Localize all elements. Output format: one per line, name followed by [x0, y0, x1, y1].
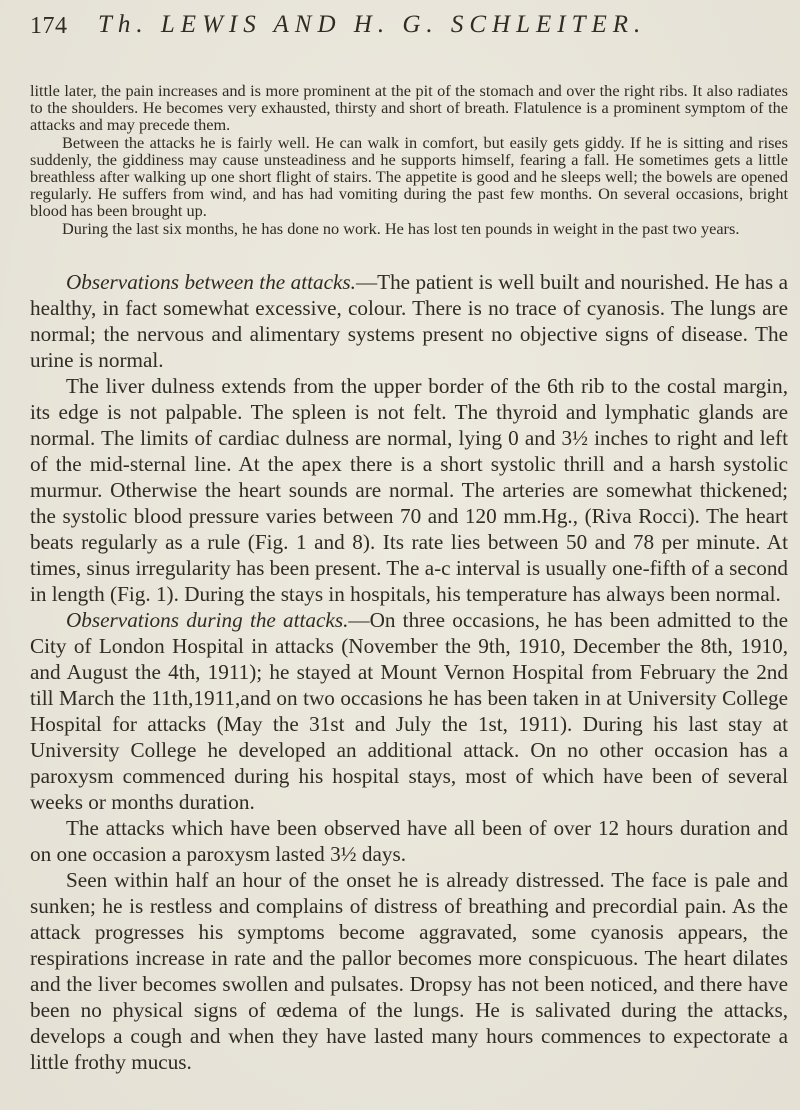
- running-head: Th. LEWIS AND H. G. SCHLEITER.: [98, 11, 647, 38]
- page-header: [30, 10, 790, 46]
- section-heading: Observations during the attacks.: [66, 608, 349, 632]
- page-number: 174: [30, 13, 68, 39]
- paragraph: During the last six months, he has done no work. He has lost ten pounds in weight in the past two years.: [62, 218, 740, 238]
- section-during-attacks: [30, 607, 788, 1075]
- intro-text: [30, 82, 788, 237]
- section-paragraph: [30, 269, 788, 373]
- paragraph-text: —The patient is well built and nourished. He has a healthy, in fact somewhat excessive, colour. There is no trace of cyanosis. The lungs are normal; the nervous and alimentary systems present no objective signs of disease. The urine is normal.: [30, 270, 789, 372]
- paragraph: little later, the pain increases and is more prominent at the pit of the stomach and over the right ribs. It also radiates to the shoulders. He becomes very exhausted, thirsty and short of breath. Flatulence is a prominent symptom of the attacks and may precede them.: [30, 81, 788, 135]
- section-between-attacks: [30, 269, 788, 607]
- paragraph: Between the attacks he is fairly well. He can walk in comfort, but easily gets giddy. If he is sitting and rises suddenly, the giddiness may cause unsteadiness and he supports himself, fearing a fall. He sometimes gets a little breathless after walking up one short flight of stairs. The appetite is good and he sleeps well; the bowels are opened regularly. He suffers from wind, and has had vomiting during the past few months. On several occasions, bright blood has been brought up.: [30, 132, 788, 221]
- section-paragraph: [30, 607, 788, 815]
- paragraph: The liver dulness extends from the upper border of the 6th rib to the costal margin, its edge is not palpable. The spleen is not felt. The thyroid and lymphatic glands are normal. The limits of cardiac dulness are normal, lying 0 and 3½ inches to right and left of the mid-sternal line. At the apex there is a short systolic thrill and a harsh systolic murmur. Otherwise the heart sounds are normal. The arteries are somewhat thickened; the systolic blood pressure varies between 70 and 120 mm.Hg., (Riva Rocci). The heart beats regularly as a rule (Fig. 1 and 8). Its rate lies between 50 and 78 per minute. At times, sinus irregularity has been present. The a-c interval is usually one-fifth of a second in length (Fig. 1). During the stays in hospitals, his temperature has always been normal.: [30, 374, 788, 606]
- paragraph: The attacks which have been observed have all been of over 12 hours duration and on one occasion a paroxysm lasted 3½ days.: [30, 816, 788, 866]
- paragraph: Seen within half an hour of the onset he is already distressed. The face is pale and sunken; he is restless and complains of distress of breathing and precordial pain. As the attack progresses his symptoms become aggravated, some cyanosis appears, the respirations increase in rate and the pallor becomes more conspicuous. The heart dilates and the liver becomes swollen and pulsates. Dropsy has not been noticed, and there have been no physical signs of œdema of the lungs. He is salivated during the attacks, develops a cough and when they have lasted many hours commences to expectorate a little frothy mucus.: [30, 868, 788, 1074]
- section-heading: Observations between the attacks.: [66, 270, 356, 294]
- paragraph-text: —On three occasions, he has been admitted to the City of London Hospital in attacks (November the 9th, 1910, December the 8th, 1910, and August the 4th, 1911); he stayed at Mount Vernon Hospital from February the 2nd till March the 11th,1911,and on two occasions he has been taken in at University College Hospital for attacks (May the 31st and July the 1st, 1911). During his last stay at University College he developed an additional attack. On no other occasion has a paroxysm commenced during his hospital stays, most of which have been of several weeks or months duration.: [30, 608, 788, 814]
